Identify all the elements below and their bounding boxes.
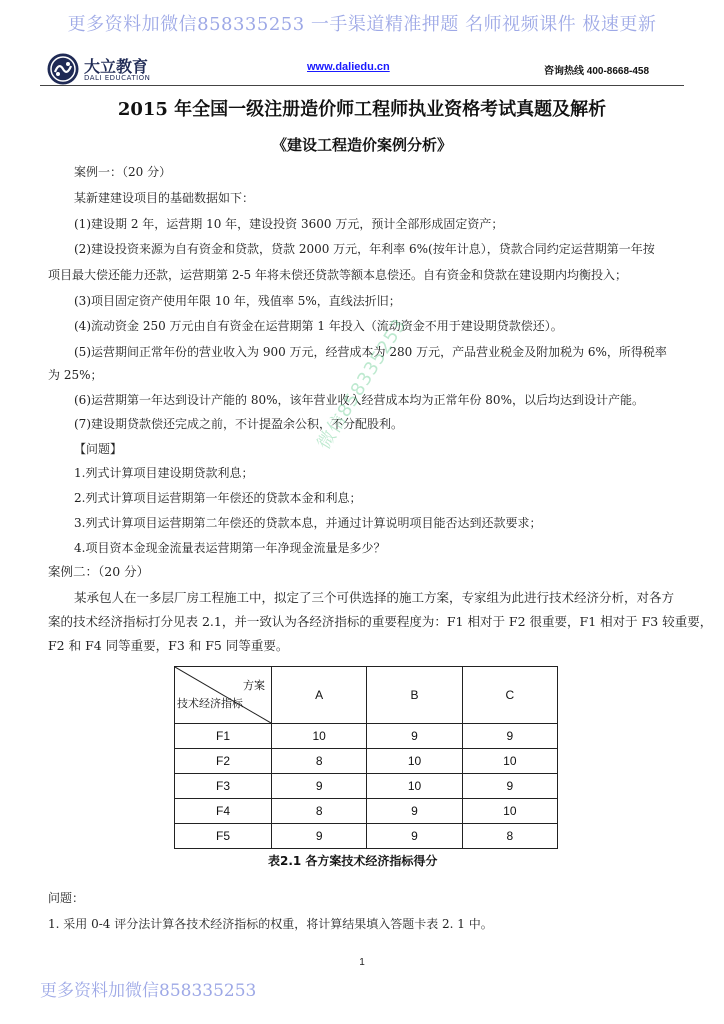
case1-heading: 案例一：（20 分） [74,165,172,179]
case1-question: 2.列式计算项目运营期第一年偿还的贷款本金和利息； [74,491,362,505]
table-cell: 9 [462,724,557,749]
dali-logo-icon [46,52,80,86]
row-label: F4 [175,799,272,824]
table-row [175,749,558,774]
top-promo-banner: 更多资料加微信858335253 一手渠道精准押题 名师视频课件 极速更新 [67,14,657,35]
table-header-row [175,667,558,724]
case2-heading: 案例二：（20 分） [48,564,150,579]
table-cell: 9 [462,774,557,799]
corner-bottom-label: 技术经济指标 [177,698,243,710]
row-label: F3 [175,774,272,799]
column-header: C [462,667,557,724]
case2-questions-heading: 问题： [48,891,85,905]
case1-questions-heading: 【问题】 [74,442,123,456]
case1-line: (3)项目固定资产使用年限 10 年，残值率 5%，直线法折旧； [74,294,401,308]
case1-line: (1)建设期 2 年，运营期 10 年，建设投资 3600 万元，预计全部形成固定资产； [74,217,504,231]
case1-line: (4)流动资金 250 万元由自有资金在运营期第 1 年投入（流动资金不用于建设期贷款偿还）。 [74,319,563,333]
dali-logo [46,52,186,88]
table-row [175,799,558,824]
table-cell: 10 [462,749,557,774]
table-cell: 9 [272,774,367,799]
column-header: A [272,667,367,724]
logo-english-name: DALI EDUCATION [84,74,151,82]
logo-chinese-name: 大立教育 [84,57,149,76]
table-caption: 表2.1 各方案技术经济指标得分 [268,854,438,868]
table-cell: 8 [272,749,367,774]
table-cell: 9 [367,824,462,849]
case1-line: 项目最大偿还能力还款，运营期第 2-5 年将未偿还贷款等额本息偿还。自有资金和贷款在建设期内均衡投入； [48,268,627,282]
table-cell: 8 [272,799,367,824]
table-corner-cell [175,667,272,724]
case2-line: F2 和 F4 同等重要，F3 和 F5 同等重要。 [48,638,289,653]
table-cell: 9 [367,724,462,749]
case1-line: (7)建设期贷款偿还完成之前，不计提盈余公积，不分配股利。 [74,417,404,431]
case1-question: 3.列式计算项目运营期第二年偿还的贷款本息，并通过计算说明项目能否达到还款要求； [74,516,542,530]
case1-intro: 某新建建设项目的基础数据如下： [74,191,255,205]
scores-table [174,666,558,849]
header-divider [40,85,684,86]
case2-line: 某承包人在一多层厂房工程施工中，拟定了三个可供选择的施工方案，专家组为此进行技术经济分析，对各方 [74,590,675,605]
table-row [175,774,558,799]
table-row [175,824,558,849]
case1-line: (5)运营期间正常年份的营业收入为 900 万元，经营成本为 280 万元，产品营业税金及附加税为 6%，所得税率 [74,345,667,359]
corner-top-label: 方案 [243,680,265,692]
table-cell: 8 [462,824,557,849]
page-number: 1 [359,957,365,968]
table-cell: 10 [367,774,462,799]
diagonal-watermark: 微信858335253 [313,314,411,454]
document-title: 2015 年全国一级注册造价师工程师执业资格考试真题及解析 [117,99,607,120]
website-link[interactable]: www.daliedu.cn [307,61,390,73]
case2-question: 1. 采用 0-4 评分法计算各技术经济指标的权重，将计算结果填入答题卡表 2. 1 中。 [48,917,493,931]
case1-line: (6)运营期第一年达到设计产能的 80%，该年营业收入经营成本均为正常年份 80%，以后均达到设计产能。 [74,393,644,407]
row-label: F5 [175,824,272,849]
table-row [175,724,558,749]
table-cell: 10 [367,749,462,774]
case1-line: 为 25%； [48,368,103,382]
table-cell: 10 [462,799,557,824]
column-header: B [367,667,462,724]
case1-line: (2)建设投资来源为自有资金和贷款，贷款 2000 万元，年利率 6%(按年计息），贷款合同约定运营期第一年按 [74,242,655,256]
bottom-promo-banner: 更多资料加微信858335253 [40,981,257,1001]
row-label: F1 [175,724,272,749]
case1-question: 4.项目资本金现金流量表运营期第一年净现金流量是多少？ [74,541,386,555]
table-cell: 9 [272,824,367,849]
row-label: F2 [175,749,272,774]
document-subtitle: 《建设工程造价案例分析》 [271,136,452,154]
table-cell: 9 [367,799,462,824]
table-cell: 10 [272,724,367,749]
case1-question: 1.列式计算项目建设期贷款利息； [74,466,254,480]
case2-line: 案的技术经济指标打分见表 2.1，并一致认为各经济指标的重要程度为：F1 相对于 F2 很重要，F1 相对于 F3 较重要， [48,614,713,629]
hotline-text: 咨询热线 400-8668-458 [544,66,650,77]
